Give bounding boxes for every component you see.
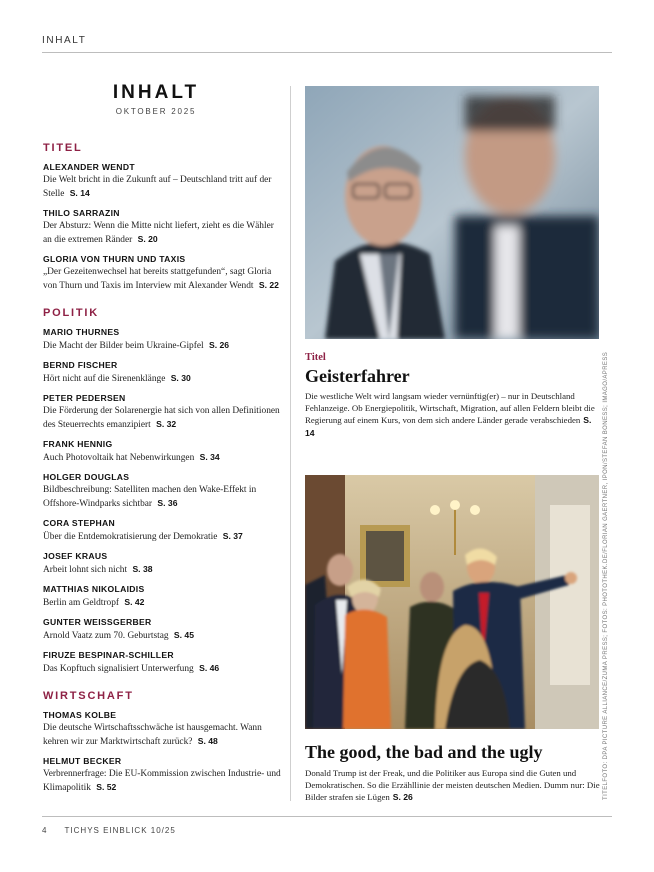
- feature-label: Titel: [305, 352, 326, 363]
- toc-entry-page[interactable]: S. 26: [208, 340, 230, 350]
- toc-entry[interactable]: [43, 551, 283, 577]
- section-heading: POLITIK: [43, 307, 99, 319]
- toc-entry[interactable]: [43, 208, 283, 247]
- toc-entry-page[interactable]: S. 45: [173, 630, 194, 640]
- toc-entry[interactable]: [43, 393, 283, 432]
- running-header: INHALT: [42, 35, 87, 46]
- toc-entry[interactable]: [43, 254, 283, 293]
- toc-entry-description: [43, 220, 283, 247]
- toc-entry-author: MATTHIAS NIKOLAIDIS: [43, 584, 145, 594]
- toc-entry-text: Die deutsche Wirtschaftsschwäche ist hausgemacht. Wann kehren wir zur Marktwirtschaft zurück?: [43, 723, 262, 747]
- toc-entry[interactable]: [43, 584, 283, 610]
- toc-entry-page[interactable]: S. 46: [199, 663, 220, 673]
- feature-teaser-text: Die westliche Welt wird langsam wieder vernünftig(er) – nur in Deutschland Fehlanzeige. Ob Energiepolitik, Wirtschaft, Migration, auf allen Feldern bleibt die Regierung auf einem Kurs, von dem sich andere Länder gerade verabschieden: [305, 391, 595, 426]
- toc-entry-description: [43, 339, 283, 353]
- footer-rule: [42, 816, 612, 817]
- toc-entry-page[interactable]: S. 52: [96, 782, 117, 792]
- toc-entry-author: ALEXANDER WENDT: [43, 162, 135, 172]
- toc-entry-description: [43, 451, 283, 465]
- summit-photo: [305, 475, 599, 729]
- toc-entry-author: GUNTER WEISSGERBER: [43, 617, 152, 627]
- toc-entry-author: THOMAS KOLBE: [43, 710, 117, 720]
- toc-entry-description: [43, 662, 283, 676]
- feature2-teaser-text: Donald Trump ist der Freak, und die Politiker aus Europa sind die Guten und Demokratischen. So die Erzähllinie der meisten deutschen Medien. Dumm nur: Die Bilder strafen sie Lügen: [305, 768, 600, 803]
- toc-entry-text: Hört nicht auf die Sirenenklänge: [43, 374, 166, 384]
- toc-entry-author: FIRUZE BESPINAR-SCHILLER: [43, 650, 174, 660]
- toc-entry[interactable]: [43, 650, 283, 676]
- toc-entry-page[interactable]: S. 34: [199, 452, 220, 462]
- feature-page-ref[interactable]: S. 14: [305, 415, 592, 438]
- magazine-name: TICHYS EINBLICK: [64, 826, 148, 835]
- feature-photo: [305, 86, 599, 339]
- toc-entry[interactable]: [43, 617, 283, 643]
- toc-entry-text: Bildbeschreibung: Satelliten machen den Wake-Effekt in Offshore-Windparks sichtbar: [43, 485, 257, 509]
- toc-entry-description: [43, 174, 283, 201]
- toc-entry-page[interactable]: S. 37: [222, 531, 243, 541]
- toc-entry-description: [43, 768, 283, 795]
- toc-entry-description: [43, 722, 283, 749]
- toc-entry-author: THILO SARRAZIN: [43, 208, 120, 218]
- toc-entry-author: JOSEF KRAUS: [43, 551, 108, 561]
- toc-entry[interactable]: [43, 360, 283, 386]
- summit-photo-illustration: [305, 475, 599, 729]
- toc-entry-text: Arnold Vaatz zum 70. Geburtstag: [43, 631, 169, 641]
- toc-date: OKTOBER 2025: [115, 107, 197, 116]
- feature2-page-ref[interactable]: S. 26: [392, 792, 413, 803]
- photo-credit: TITELFOTO: DPA PICTURE ALLIANCE/ZUMA PRESS; FOTOS: PHOTOTHEK.DE/FLORIAN GAERTNER, IPON/STEFAN BONESS; IMAGO/APRESS: [603, 351, 609, 800]
- table-of-contents: [43, 142, 283, 802]
- column-divider: [290, 86, 291, 801]
- toc-entry[interactable]: [43, 162, 283, 201]
- toc-entry-page[interactable]: S. 36: [157, 498, 178, 508]
- toc-entry-description: [43, 484, 283, 511]
- toc-entry[interactable]: [43, 518, 283, 544]
- feature2-teaser: [305, 767, 603, 804]
- toc-entry-page[interactable]: S. 20: [137, 234, 158, 244]
- toc-entry-author: GLORIA VON THURN UND TAXIS: [43, 254, 186, 264]
- toc-entry-text: Verbrennerfrage: Die EU-Kommission zwischen Industrie- und Klimapolitik: [43, 769, 281, 793]
- toc-entry-description: [43, 405, 283, 432]
- toc-entry-author: PETER PEDERSEN: [43, 393, 126, 403]
- toc-entry-page[interactable]: S. 30: [170, 373, 191, 383]
- toc-entry-description: [43, 530, 283, 544]
- toc-entry-description: [43, 563, 283, 577]
- feature2-headline[interactable]: The good, the bad and the ugly: [305, 742, 543, 762]
- toc-entry-text: Die Förderung der Solarenergie hat sich von allen Definitionen des Steuerrechts emanzipiert: [43, 406, 280, 430]
- header-rule: [42, 52, 612, 53]
- toc-entry-author: FRANK HENNIG: [43, 439, 113, 449]
- issue-number: 10/25: [150, 826, 176, 835]
- page-number: 4: [42, 826, 48, 835]
- toc-title: INHALT: [112, 82, 200, 103]
- toc-entry-text: Auch Photovoltaik hat Nebenwirkungen: [43, 453, 195, 463]
- toc-entry[interactable]: [43, 756, 283, 795]
- toc-entry-text: Über die Entdemokratisierung der Demokratie: [43, 532, 218, 542]
- feature-photo-illustration: [305, 86, 599, 339]
- feature-teaser: [305, 390, 600, 439]
- section-heading: WIRTSCHAFT: [43, 690, 134, 702]
- toc-entry-page[interactable]: S. 14: [69, 188, 90, 198]
- toc-entry-text: Die Macht der Bilder beim Ukraine-Gipfel: [43, 341, 204, 351]
- toc-entry-description: [43, 596, 283, 610]
- toc-entry-text: „Der Gezeitenwechsel hat bereits stattgefunden“, sagt Gloria von Thurn und Taxis im Interview mit Alexander Wendt: [43, 267, 272, 291]
- toc-entry-author: HOLGER DOUGLAS: [43, 472, 130, 482]
- toc-entry-author: MARIO THURNES: [43, 327, 120, 337]
- toc-entry-page[interactable]: S. 42: [124, 597, 145, 607]
- footer: [42, 826, 176, 835]
- toc-entry-text: Die Welt bricht in die Zukunft auf – Deutschland tritt auf der Stelle: [43, 175, 272, 199]
- toc-entry[interactable]: [43, 472, 283, 511]
- toc-entry-text: Berlin am Geldtropf: [43, 598, 120, 608]
- toc-entry-description: [43, 266, 283, 293]
- toc-entry-page[interactable]: S. 32: [156, 419, 177, 429]
- toc-entry-text: Das Kopftuch signalisiert Unterwerfung: [43, 664, 194, 674]
- toc-entry[interactable]: [43, 327, 283, 353]
- toc-entry-text: Der Absturz: Wenn die Mitte nicht liefert, zieht es die Wähler an die extremen Ränder: [43, 221, 274, 245]
- toc-entry-author: CORA STEPHAN: [43, 518, 116, 528]
- toc-entry-description: [43, 629, 283, 643]
- toc-entry[interactable]: [43, 439, 283, 465]
- toc-entry-page[interactable]: S. 38: [132, 564, 153, 574]
- toc-entry-description: [43, 372, 283, 386]
- toc-entry-page[interactable]: S. 48: [197, 736, 218, 746]
- section-heading: TITEL: [43, 142, 83, 154]
- toc-entry-page[interactable]: S. 22: [258, 280, 279, 290]
- toc-entry-author: BERND FISCHER: [43, 360, 118, 370]
- toc-entry-author: HELMUT BECKER: [43, 756, 122, 766]
- toc-entry[interactable]: [43, 710, 283, 749]
- toc-entry-text: Arbeit lohnt sich nicht: [43, 565, 128, 575]
- feature-headline[interactable]: Geisterfahrer: [305, 366, 410, 386]
